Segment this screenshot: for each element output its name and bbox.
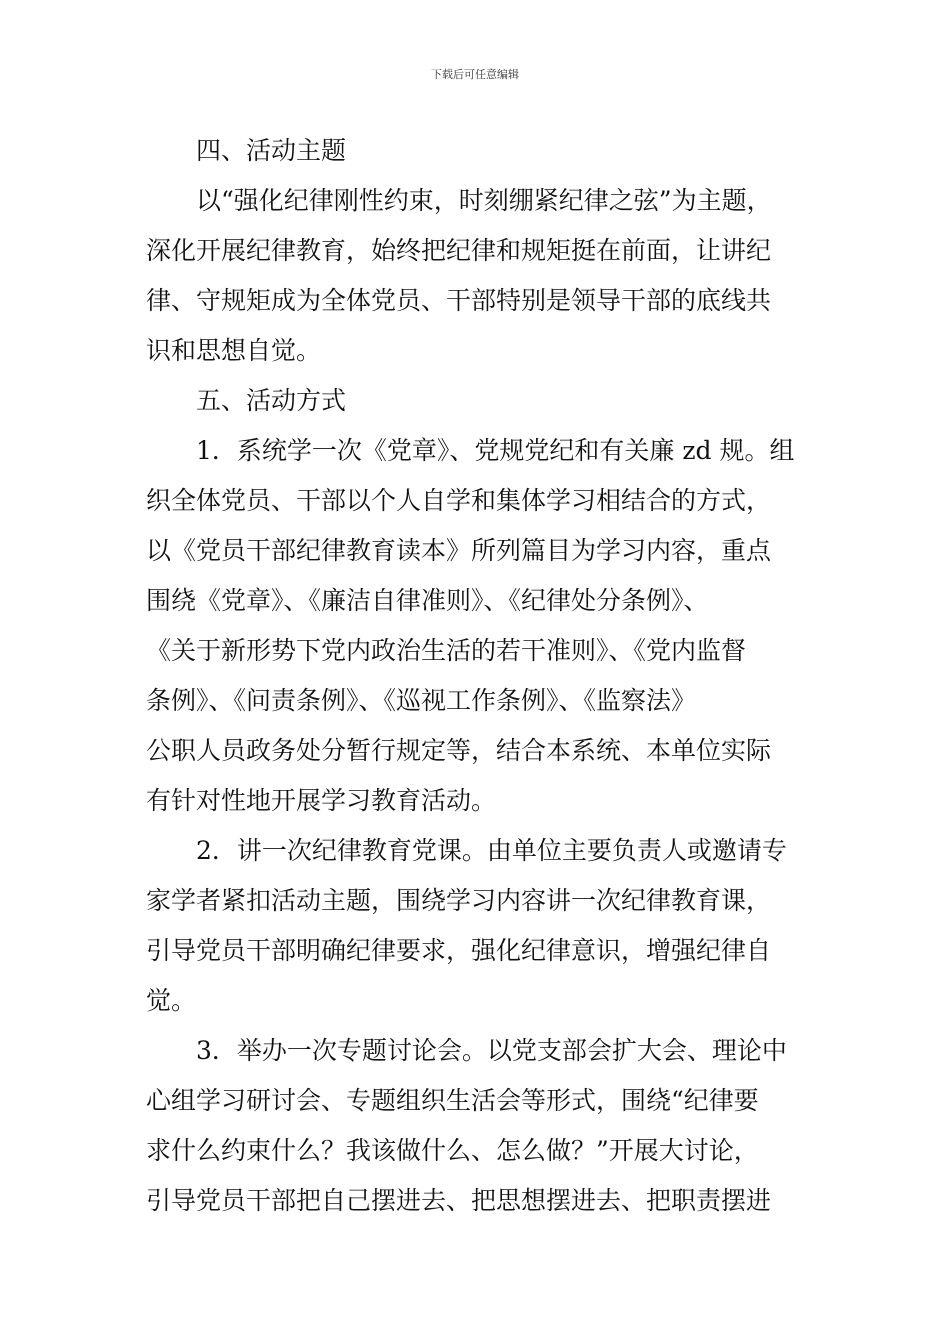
text-line: 识和思想自觉。 <box>146 336 322 365</box>
text-line: 心组学习研讨会、专题组织生活会等形式，围绕“纪律要 <box>146 1086 759 1115</box>
text-line: 条例》、《问责条例》、《巡视工作条例》、《监察法》 <box>146 686 697 715</box>
text-line: 以《党员干部纪律教育读本》所列篇目为学习内容，重点 <box>146 536 772 565</box>
text-line: 求什么约束什么？我该做什么、怎么做？”开展大讨论， <box>146 1136 759 1165</box>
text-line: 五、活动方式 <box>196 386 347 415</box>
text-line: 有针对性地开展学习教育活动。 <box>146 786 497 815</box>
text-line: 觉。 <box>146 986 197 1015</box>
text-line: 四、活动主题 <box>196 136 347 165</box>
text-line: 深化开展纪律教育，始终把纪律和规矩挺在前面，让讲纪 <box>146 236 772 265</box>
text-line: 2．讲一次纪律教育党课。由单位主要负责人或邀请专 <box>196 836 787 865</box>
text-line: 引导党员干部明确纪律要求，强化纪律意识，增强纪律自 <box>146 936 772 965</box>
text-line: 律、守规矩成为全体党员、干部特别是领导干部的底线共 <box>146 286 772 315</box>
text-line: 织全体党员、干部以个人自学和集体学习相结合的方式， <box>146 486 772 515</box>
text-line: 围绕《党章》、《廉洁自律准则》、《纪律处分条例》、 <box>146 586 709 615</box>
document-body <box>146 126 814 1226</box>
text-line: 家学者紧扣活动主题，围绕学习内容讲一次纪律教育课， <box>146 886 772 915</box>
text-line: 《关于新形势下党内政治生活的若干准则》、《党内监督 <box>146 636 747 665</box>
text-line: 3．举办一次专题讨论会。以党支部会扩大会、理论中 <box>196 1036 787 1065</box>
header-note: 下载后可任意编辑 <box>431 68 519 81</box>
text-line: 公职人员政务处分暂行规定等，结合本系统、本单位实际 <box>146 736 772 765</box>
text-line: 1．系统学一次《党章》、党规党纪和有关廉 zd 规。组 <box>196 436 795 465</box>
text-line: 引导党员干部把自己摆进去、把思想摆进去、把职责摆进 <box>146 1186 772 1215</box>
text-line: 以“强化纪律刚性约束，时刻绷紧纪律之弦”为主题， <box>196 186 772 215</box>
